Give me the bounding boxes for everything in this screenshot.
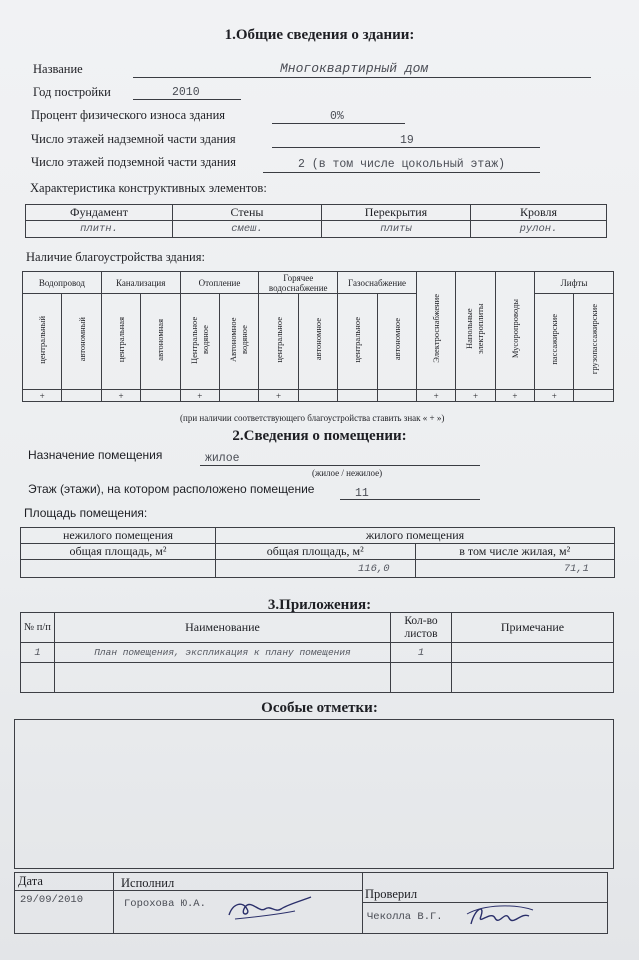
floors-below-value: 2 (в том числе цокольный этаж) xyxy=(298,158,506,171)
section3-title: 3.Приложения: xyxy=(267,597,372,613)
year-label: Год постройки xyxy=(33,85,111,99)
structural-label: Характеристика конструктивных элементов: xyxy=(30,181,267,195)
amenity-mark-gas-central xyxy=(338,390,377,402)
area-living-label: в том числе жилая, м² xyxy=(415,544,615,560)
executor-signature-icon xyxy=(225,893,315,923)
date-label: Дата xyxy=(18,874,43,888)
amenity-col-heating-autonomous: Автономное водяное xyxy=(219,294,258,390)
amenity-col-hotwater-autonomous: автономное xyxy=(298,294,337,390)
amenity-mark-water-autonomous xyxy=(62,390,101,402)
amenity-group-hot-water: Горячее водоснабжение xyxy=(259,272,338,294)
floors-above-value: 19 xyxy=(400,134,414,147)
area-total-res-label: общая площадь, м² xyxy=(216,544,416,560)
area-total-nonres-label: общая площадь, м² xyxy=(21,544,216,560)
wear-underline xyxy=(272,123,405,124)
amenity-mark-electricity: + xyxy=(416,390,455,402)
appendix-header-name: Наименование xyxy=(55,613,391,643)
executor-label: Исполнил xyxy=(121,876,175,890)
appendix-empty-name xyxy=(55,663,391,693)
amenity-group-heating: Отопление xyxy=(180,272,259,294)
amenity-col-lifts-passenger: пассажирские xyxy=(535,294,574,390)
amenity-mark-sewer-autonomous xyxy=(141,390,180,402)
date-value: 29/09/2010 xyxy=(20,894,84,906)
area-label: Площадь помещения: xyxy=(24,506,148,520)
checker-label: Проверил xyxy=(365,887,418,901)
amenity-col-electricity: Электроснабжение xyxy=(416,272,455,390)
year-value: 2010 xyxy=(172,86,200,99)
amenity-group-sewer: Канализация xyxy=(101,272,180,294)
purpose-value: жилое xyxy=(205,452,240,465)
year-underline xyxy=(133,99,241,100)
appendix-header-note: Примечание xyxy=(452,613,614,643)
amenity-mark-sewer-central: + xyxy=(101,390,140,402)
executor-value: Горохова Ю.А. xyxy=(124,898,206,910)
structural-value-foundation: плитн. xyxy=(26,221,173,238)
floors-below-underline xyxy=(263,172,540,173)
amenity-col-lifts-freight: грузопассажирские xyxy=(574,294,614,390)
amenity-mark-heating-central: + xyxy=(180,390,219,402)
purpose-underline xyxy=(200,465,480,466)
amenity-mark-lifts-freight xyxy=(574,390,614,402)
name-underline xyxy=(133,77,591,78)
structural-table xyxy=(25,204,607,238)
purpose-label: Назначение помещения xyxy=(28,448,163,462)
amenity-col-sewer-central: центральная xyxy=(101,294,140,390)
amenity-group-gas: Газоснабжение xyxy=(338,272,417,294)
area-total-value: 116,0 xyxy=(216,560,416,578)
amenity-mark-hotwater-autonomous xyxy=(298,390,337,402)
area-header-nonres: нежилого помещения xyxy=(21,528,216,544)
amenity-col-sewer-autonomous: автономная xyxy=(141,294,180,390)
footer-divider-2 xyxy=(362,873,363,933)
floor-value: 11 xyxy=(355,487,369,500)
structural-header-floors: Перекрытия xyxy=(322,205,471,221)
footer-divider-1 xyxy=(113,873,114,933)
amenity-mark-garbage-chutes: + xyxy=(495,390,534,402)
structural-header-roof: Кровля xyxy=(471,205,607,221)
special-title: Особые отметки: xyxy=(261,700,378,716)
amenity-col-water-autonomous: автономный xyxy=(62,294,101,390)
amenity-group-water: Водопровод xyxy=(23,272,102,294)
floors-above-underline xyxy=(272,147,540,148)
section1-title: 1.Общие сведения о здании: xyxy=(224,27,415,43)
structural-value-walls: смеш. xyxy=(173,221,322,238)
checker-value: Чеколла В.Г. xyxy=(367,911,443,923)
amenity-mark-water-central: + xyxy=(23,390,62,402)
amenity-mark-heating-autonomous xyxy=(219,390,258,402)
appendix-header-num: № п/п xyxy=(21,613,55,643)
floors-above-label: Число этажей надземной части здания xyxy=(31,132,236,146)
name-value: Многоквартирный дом xyxy=(280,61,429,76)
wear-value: 0% xyxy=(330,110,344,123)
structural-header-walls: Стены xyxy=(173,205,322,221)
amenity-col-electric-stoves: Напольные электроплиты xyxy=(456,272,495,390)
appendix-table xyxy=(20,612,614,693)
appendix-empty-count xyxy=(391,663,452,693)
amenity-col-gas-central: центральное xyxy=(338,294,377,390)
checker-signature-icon xyxy=(465,900,535,930)
amenity-mark-gas-autonomous xyxy=(377,390,416,402)
amenity-group-lifts: Лифты xyxy=(535,272,614,294)
area-table xyxy=(20,527,615,578)
structural-value-floors: плиты xyxy=(322,221,471,238)
appendix-row-name: План помещения, экспликация к плану помещения xyxy=(55,643,391,663)
appendix-empty-num xyxy=(21,663,55,693)
structural-header-foundation: Фундамент xyxy=(26,205,173,221)
section2-title: 2.Сведения о помещении: xyxy=(232,428,407,444)
appendix-header-count: Кол-во листов xyxy=(391,613,452,643)
amenity-col-gas-autonomous: автономное xyxy=(377,294,416,390)
amenity-mark-lifts-passenger: + xyxy=(535,390,574,402)
amenity-col-heating-central: Центральное водяное xyxy=(180,294,219,390)
special-notes-box xyxy=(14,719,614,869)
amenities-table xyxy=(22,271,614,402)
amenity-col-garbage-chutes: Мусоропроводы xyxy=(495,272,534,390)
appendix-empty-note xyxy=(452,663,614,693)
footer-line-left xyxy=(15,890,362,891)
appendix-row-count: 1 xyxy=(391,643,452,663)
amenity-col-water-central: центральный xyxy=(23,294,62,390)
amenity-mark-hotwater-central: + xyxy=(259,390,298,402)
area-nonres-value xyxy=(21,560,216,578)
amenity-col-hotwater-central: центральное xyxy=(259,294,298,390)
appendix-row-note xyxy=(452,643,614,663)
amenities-label: Наличие благоустройства здания: xyxy=(26,250,205,264)
name-label: Название xyxy=(33,62,83,76)
amenity-mark-electric-stoves: + xyxy=(456,390,495,402)
appendix-row-num: 1 xyxy=(21,643,55,663)
area-living-value: 71,1 xyxy=(415,560,615,578)
floors-below-label: Число этажей подземной части здания xyxy=(31,155,236,169)
amenity-note: (при наличии соответствующего благоустройства ставить знак « + ») xyxy=(180,413,445,423)
structural-value-roof: рулон. xyxy=(471,221,607,238)
purpose-hint: (жилое / нежилое) xyxy=(312,468,383,478)
area-header-res: жилого помещения xyxy=(216,528,615,544)
floor-label: Этаж (этажи), на котором расположено помещение xyxy=(28,482,315,496)
wear-label: Процент физического износа здания xyxy=(31,108,226,122)
